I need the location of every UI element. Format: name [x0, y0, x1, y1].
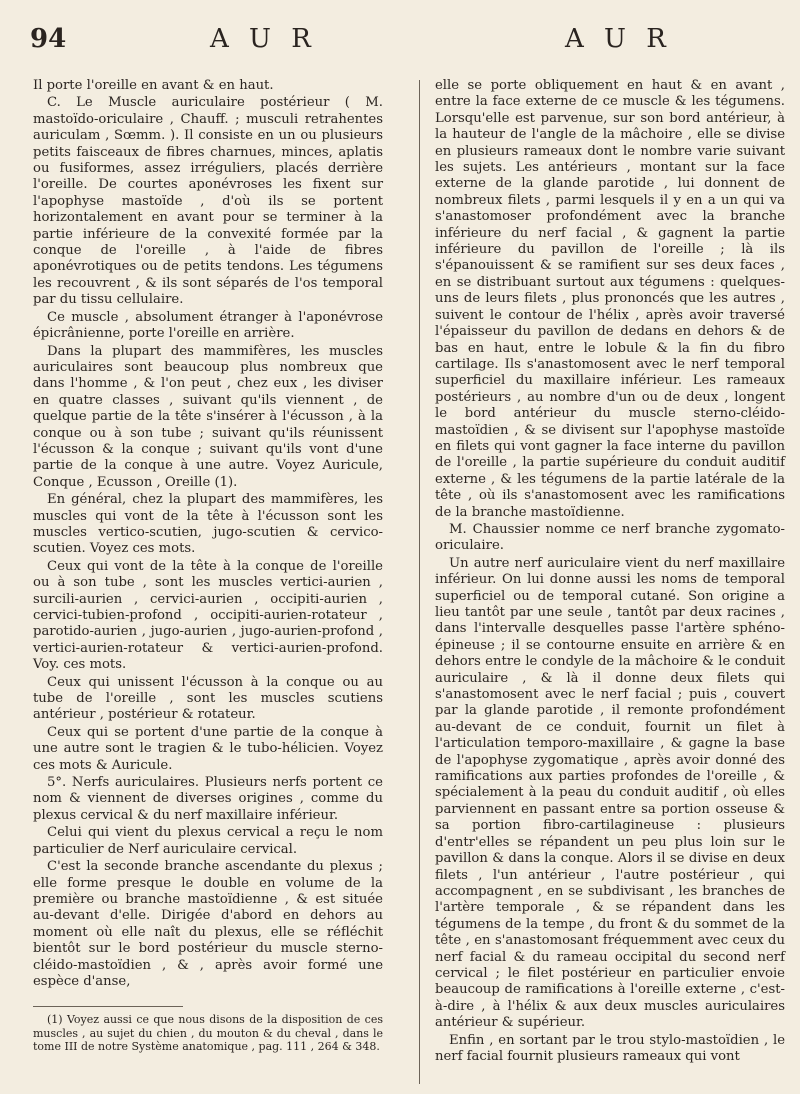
- paragraph: Ce muscle , absolument étranger à l'aponévrose épicrânienne, porte l'oreille en arrière.: [33, 309, 383, 342]
- paragraph: C'est la seconde branche ascendante du plexus ; elle forme presque le double en volume de la première ou branche mastoïdienne , & est située au-devant d'elle. Dirigée d'abord en dehors au moment où elle naît du plexus, elle se réfléchit bientôt sur le bord postérieur du muscle sterno-cléido-mastoïdien , & , après avoir formé une espèce d'anse,: [33, 859, 383, 989]
- running-head-right: A U R: [565, 24, 672, 54]
- paragraph: Il porte l'oreille en avant & en haut.: [33, 78, 274, 93]
- paragraph: Un autre nerf auriculaire vient du nerf maxillaire inférieur. On lui donne aussi les noms de temporal superficiel ou de temporal cutané. Son origine a lieu tantôt par une seule , tantôt par deux racines , dans l'intervalle desquelles passe l'artère sphéno-épineuse ; il se contourne ensuite en arrière & en dehors entre le condyle de la mâchoire & le conduit auriculaire , & là il donne deux filets qui s'anastomosent avec le nerf facial ; puis , couvert par la glande parotide , il remonte profondément au-devant de ce conduit, fournit un filet à l'articulation temporo-maxillaire , & gagne la base de l'apophyse zygomatique , après avoir donné des ramifications aux parties profondes de l'oreille , & spécialement à la peau du conduit auditif , où elles parviennent en passant entre sa portion osseuse & sa portion fibro-cartilagineuse : plusieurs d'entr'elles se répandent un peu plus loin sur le pavillon & dans la conque. Alors il se divise en deux filets , l'un antérieur , l'autre postérieur , qui accompagnent , en se subdivisant , les branches de l'artère temporale , & se répandent dans les tégumens de la tempe , du front & du sommet de la tête , en s'anastomosant fréquemment avec ceux du nerf facial & du rameau occipital du second nerf cervical ; le filet postérieur en particulier envoie beaucoup de ramifications à l'oreille externe , c'est-à-dire , à l'hélix & aux deux muscles auriculaires antérieur & supérieur.: [435, 555, 785, 1031]
- paragraph: Ceux qui vont de la tête à la conque de l'oreille ou à son tube , sont les muscles vertici-aurien , surcili-aurien , cervici-aurien , occipiti-aurien , cervici-tubien-profond , occipiti-aurien-rotateur , parotido-aurien , jugo-aurien , jugo-aurien-profond , vertici-aurien-rotateur & vertici-aurien-profond. Voy. ces mots.: [33, 558, 383, 673]
- page-header: [30, 18, 775, 58]
- running-head-left: A U R: [210, 24, 317, 54]
- paragraph: Ceux qui se portent d'une partie de la conque à une autre sont le tragien & le tubo-hélicien. Voyez ces mots & Auricule.: [33, 724, 383, 773]
- footnote: (1) Voyez aussi ce que nous disons de la disposition de ces muscles , au sujet du chien , du mouton & du cheval , dans le tome III de notre Système anatomique , pag. 111 , 264 & 348.: [33, 1013, 383, 1054]
- paragraph: 5°. Nerfs auriculaires. Plusieurs nerfs portent ce nom & viennent de diverses origines , comme du plexus cervical & du nerf maxillaire inférieur.: [33, 775, 383, 823]
- page-number: 94: [30, 24, 67, 54]
- paragraph: En général, chez la plupart des mammifères, les muscles qui vont de la tête à l'écusson sont les muscles vertico-scutien, jugo-scutien & cervico-scutien. Voyez ces mots.: [33, 492, 383, 557]
- paragraph: Ceux qui unissent l'écusson à la conque ou au tube de l'oreille , sont les muscles scutiens antérieur , postérieur & rotateur.: [33, 674, 383, 723]
- footnote-divider: [33, 1006, 183, 1007]
- paragraph: M. Chaussier nomme ce nerf branche zygomato-oriculaire.: [435, 521, 785, 554]
- left-column: [33, 78, 383, 1054]
- paragraph: C. Le Muscle auriculaire postérieur ( M. mastoïdo-oriculaire , Chauff. ; musculi retrahentes auriculam , Sœmm. ). Il consiste en un ou plusieurs petits faisceaux de fibres charnues, minces, aplatis ou fusiformes, assez irréguliers, placés derrière l'oreille. De courtes aponévroses les fixent sur l'apophyse mastoïde , d'où ils se portent horizontalement en avant pour se terminer à la partie inférieure de la convexité formée par la conque de l'oreille , à l'aide de fibres aponévrotiques ou de petits tendons. Les tégumens les recouvrent , & ils sont séparés de l'os temporal par du tissu cellulaire.: [33, 95, 383, 308]
- column-divider: [419, 80, 420, 1084]
- paragraph: Dans la plupart des mammifères, les muscles auriculaires sont beaucoup plus nombreux que dans l'homme , & l'on peut , chez eux , les diviser en quatre classes , suivant qu'ils viennent , de quelque partie de la tête s'insérer à l'écusson , à la conque ou à son tube ; suivant qu'ils réunissent l'écusson & la conque ; suivant qu'ils vont d'une partie de la conque à une autre. Voyez Auricule, Conque , Ecusson , Oreille (1).: [33, 343, 383, 490]
- paragraph: elle se porte obliquement en haut & en avant , entre la face externe de ce muscle & les tégumens. Lorsqu'elle est parvenue, sur son bord antérieur, à la hauteur de l'angle de la mâchoire , elle se divise en plusieurs rameaux dont le nombre varie suivant les sujets. Les antérieurs , montant sur la face externe de la glande parotide , lui donnent de nombreux filets , parmi lesquels il y en a un qui va s'anastomoser profondément avec la branche inférieure du nerf facial , & gagnent la partie inférieure du pavillon de l'oreille ; là ils s'épanouissent & se ramifient sur ses deux faces , en se distribuant surtout aux tégumens : quelques-uns de leurs filets , plus prononcés que les autres , suivent le contour de l'hélix , après avoir traversé l'épaisseur du pavillon de dedans en dehors & de bas en haut, entre le lobule & la fin du fibro cartilage. Ils s'anastomosent avec le nerf temporal superficiel du maxillaire inférieur. Les rameaux postérieurs , au nombre d'un ou de deux , longent le bord antérieur du muscle sterno-cléido-mastoïdien , & se divisent sur l'apophyse mastoïde en filets qui vont gagner la face interne du pavillon de l'oreille , la partie supérieure du conduit auditif externe , & les tégumens de la partie latérale de la tête , où ils s'anastomosent avec les ramifications de la branche mastoïdienne.: [435, 78, 785, 520]
- paragraph: Celui qui vient du plexus cervical a reçu le nom particulier de Nerf auriculaire cervical.: [33, 825, 383, 857]
- paragraph: Enfin , en sortant par le trou stylo-mastoïdien , le nerf facial fournit plusieurs rameaux qui vont: [435, 1032, 785, 1064]
- right-column: [435, 78, 785, 1066]
